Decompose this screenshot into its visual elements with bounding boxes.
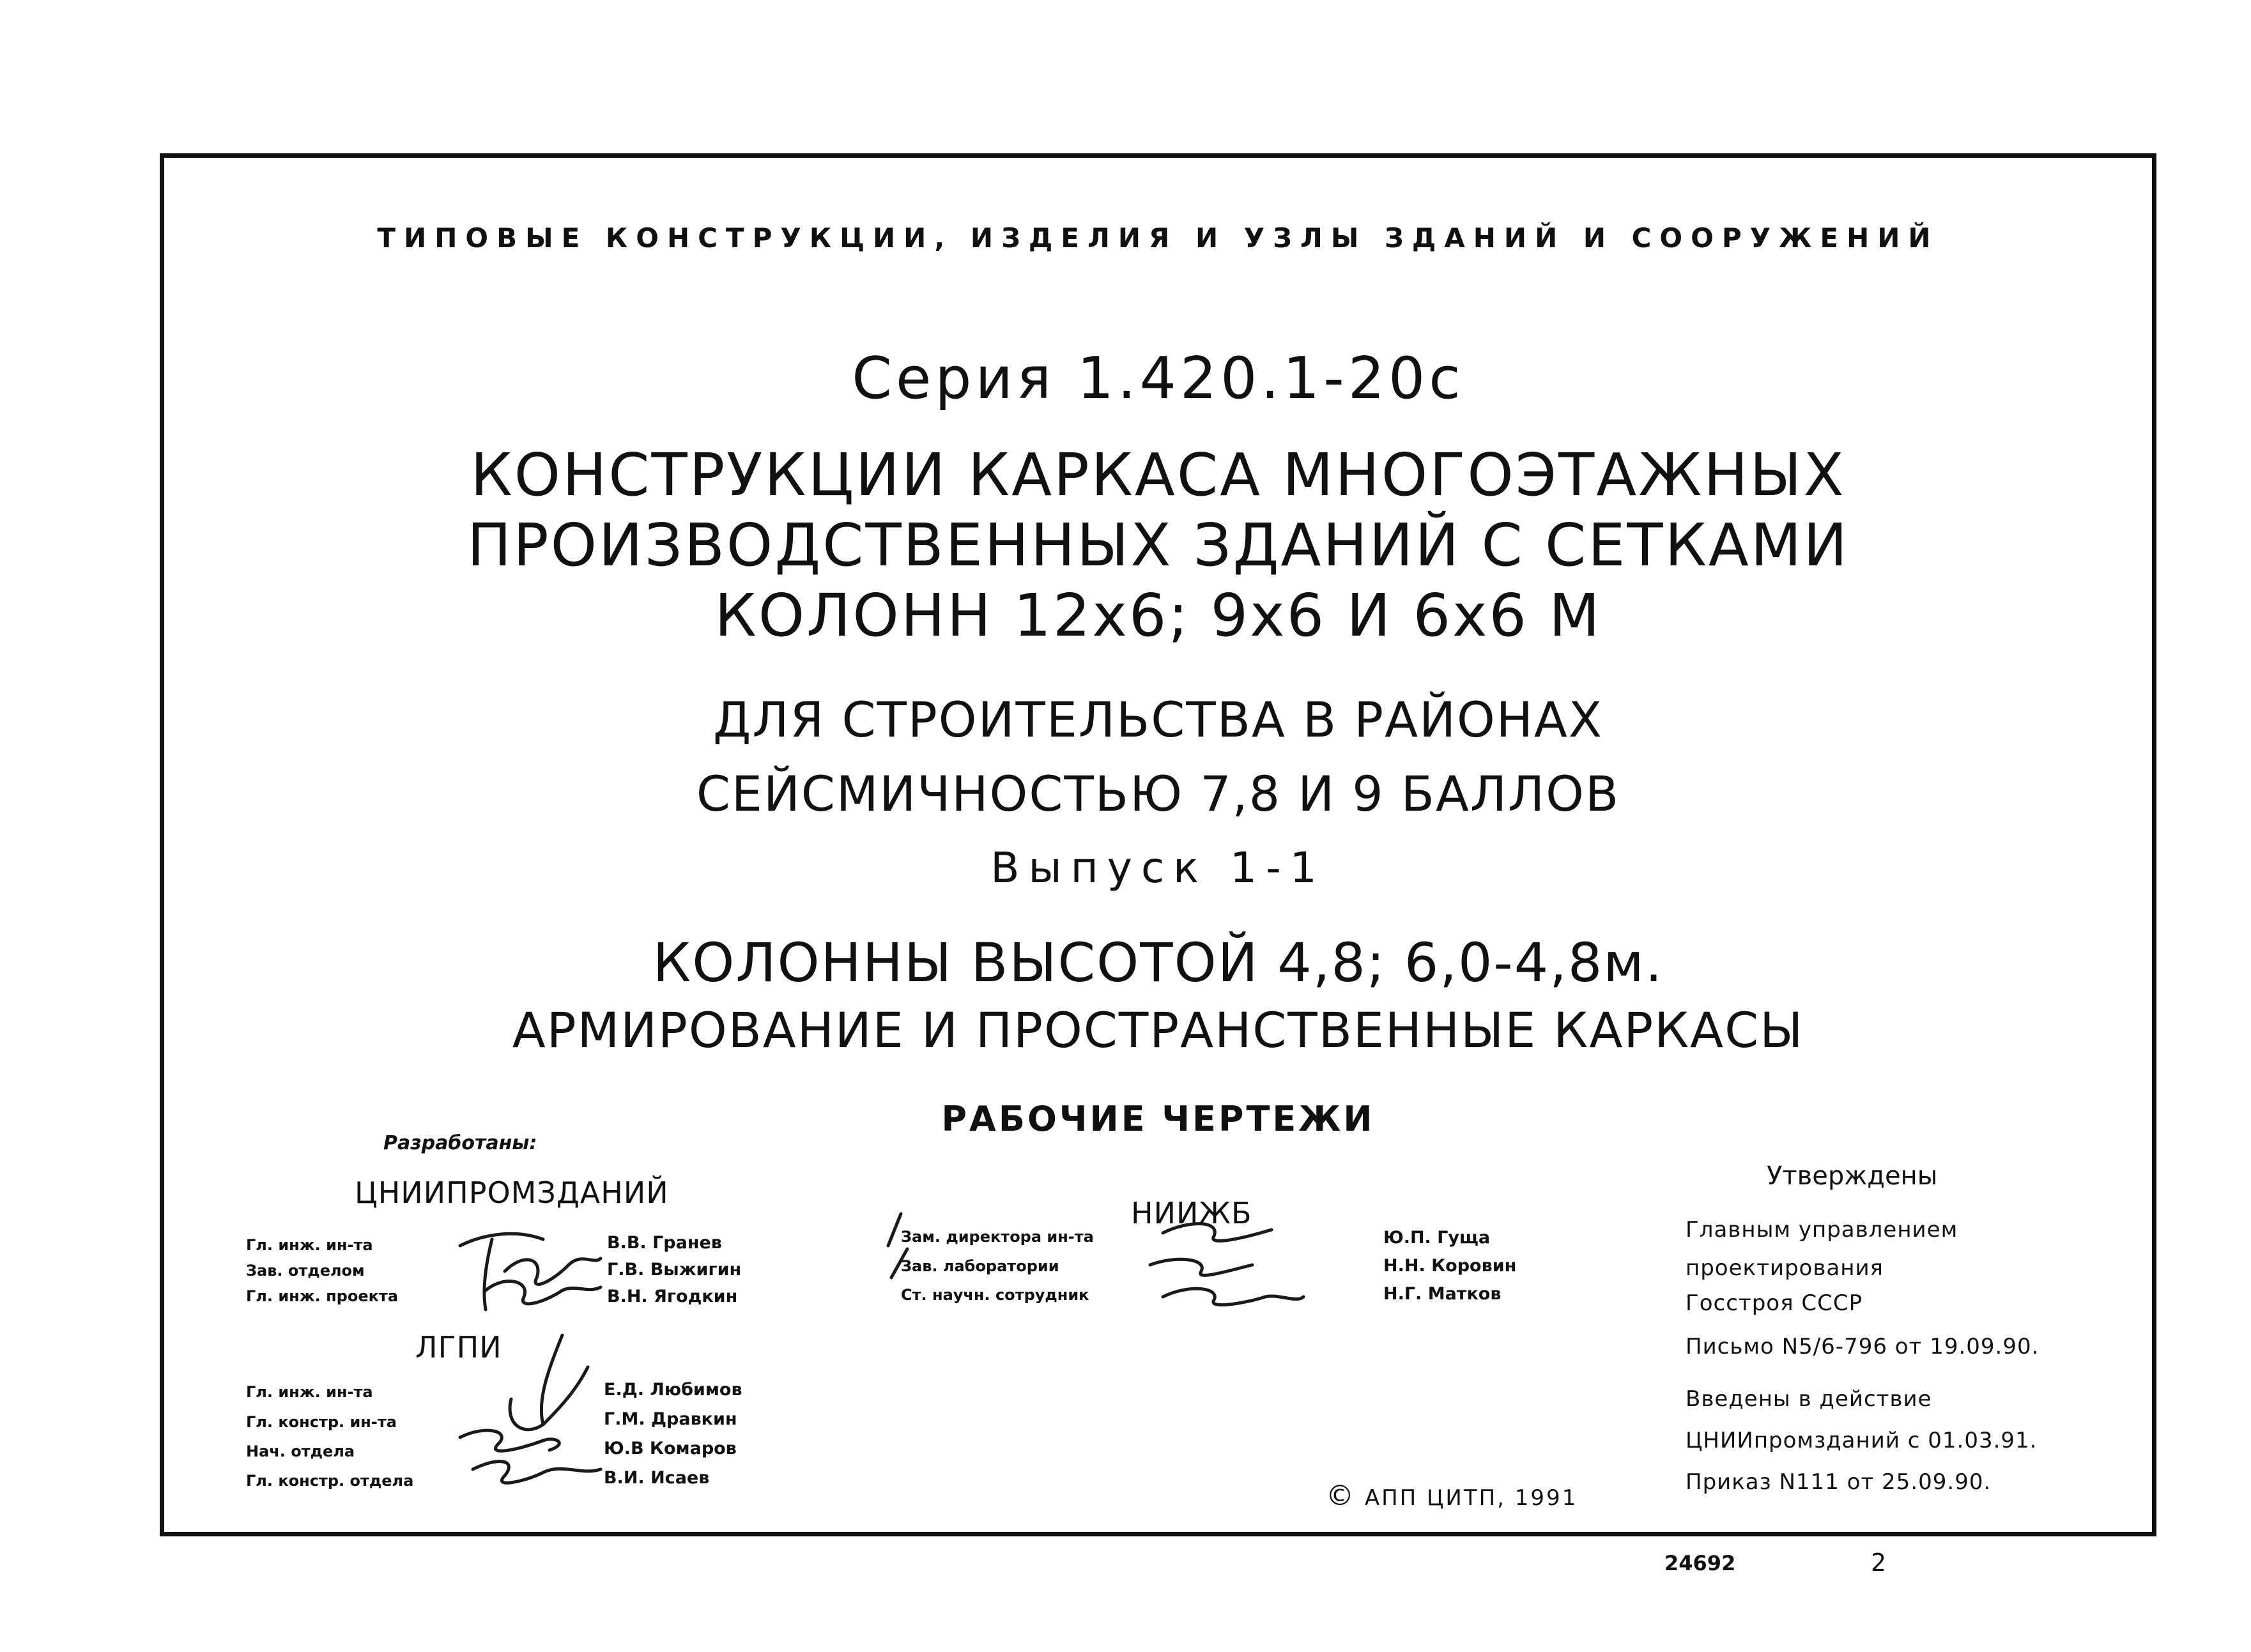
org2-role-3: Нач. отдела <box>246 1442 355 1460</box>
org2-role-2: Гл. констр. ин-та <box>246 1413 397 1431</box>
main-title-line-1: КОНСТРУКЦИИ КАРКАСА МНОГОЭТАЖНЫХ <box>470 441 1846 509</box>
org3-role-3: Ст. научн. сотрудник <box>901 1286 1089 1304</box>
signature-org3 <box>882 1201 1380 1316</box>
org-lgpi: ЛГПИ <box>415 1330 502 1365</box>
top-title: ТИПОВЫЕ КОНСТРУКЦИИ, ИЗДЕЛИЯ И УЗЛЫ ЗДАНИЙ И СООРУЖЕНИЙ <box>377 222 1939 254</box>
developed-label: Разработаны: <box>383 1132 537 1154</box>
copyright <box>1326 1480 1578 1512</box>
org3-name-1: Ю.П. Гуща <box>1383 1228 1491 1248</box>
subtitle-line-2: СЕЙСМИЧНОСТЬЮ 7,8 И 9 БАЛЛОВ <box>696 765 1620 822</box>
copyright-symbol: © <box>1326 1480 1356 1512</box>
org3-role-1: Зам. директора ин-та <box>901 1228 1094 1246</box>
approval-title: Утверждены <box>1767 1161 1938 1191</box>
page-number: 2 <box>1871 1549 1887 1577</box>
org2-name-2: Г.М. Дравкин <box>604 1409 737 1429</box>
intro-line-1: Введены в действие <box>1686 1386 1932 1412</box>
approval-line-4: Письмо N5/6-796 от 19.09.90. <box>1686 1334 2040 1359</box>
approval-line-3: Госстроя СССР <box>1686 1290 1863 1316</box>
org1-role-1: Гл. инж. ин-та <box>246 1236 373 1254</box>
org-niizhb: НИИЖБ <box>1131 1196 1252 1230</box>
org2-name-3: Ю.В Комаров <box>604 1439 737 1458</box>
columns-line-1: КОЛОННЫ ВЫСОТОЙ 4,8; 6,0-4,8м. <box>652 931 1664 994</box>
org2-name-1: Е.Д. Любимов <box>604 1380 742 1400</box>
org2-role-1: Гл. инж. ин-та <box>246 1383 373 1401</box>
signature-org1 <box>447 1214 613 1322</box>
org2-role-4: Гл. констр. отдела <box>246 1472 414 1490</box>
series-title: Серия 1.420.1-20с <box>852 345 1464 412</box>
columns-line-2: АРМИРОВАНИЕ И ПРОСТРАНСТВЕННЫЕ КАРКАСЫ <box>512 1002 1804 1059</box>
issue-number: Выпуск 1-1 <box>990 843 1326 892</box>
subtitle-line-1: ДЛЯ СТРОИТЕЛЬСТВА В РАЙОНАХ <box>713 691 1603 748</box>
org1-role-3: Гл. инж. проекта <box>246 1287 399 1305</box>
org1-name-2: Г.В. Выжигин <box>607 1260 742 1280</box>
intro-line-2: ЦНИИпромзданий с 01.03.91. <box>1686 1428 2038 1453</box>
copyright-text: АПП ЦИТП, 1991 <box>1364 1485 1578 1511</box>
org3-role-2: Зав. лаборатории <box>901 1257 1059 1275</box>
org2-name-4: В.И. Исаев <box>604 1468 710 1488</box>
document-number: 24692 <box>1664 1551 1736 1575</box>
org1-name-1: В.В. Гранев <box>607 1233 722 1253</box>
main-title-line-3: КОЛОНН 12x6; 9x6 И 6x6 М <box>714 581 1602 650</box>
intro-line-3: Приказ N111 от 25.09.90. <box>1686 1469 1992 1495</box>
org1-name-3: В.Н. Ягодкин <box>607 1287 738 1306</box>
main-title-line-2: ПРОИЗВОДСТВЕННЫХ ЗДАНИЙ С СЕТКАМИ <box>466 511 1850 579</box>
org1-role-2: Зав. отделом <box>246 1262 365 1280</box>
approval-line-2: проектирования <box>1686 1255 1884 1281</box>
org3-name-2: Н.Н. Коровин <box>1383 1256 1517 1276</box>
approval-line-1: Главным управлением <box>1686 1217 1958 1243</box>
signature-org2 <box>447 1329 613 1501</box>
org-cniipromzdaniy: ЦНИИПРОМЗДАНИЙ <box>355 1175 669 1210</box>
org3-name-3: Н.Г. Матков <box>1383 1284 1502 1304</box>
work-drawings-label: РАБОЧИЕ ЧЕРТЕЖИ <box>941 1099 1375 1139</box>
